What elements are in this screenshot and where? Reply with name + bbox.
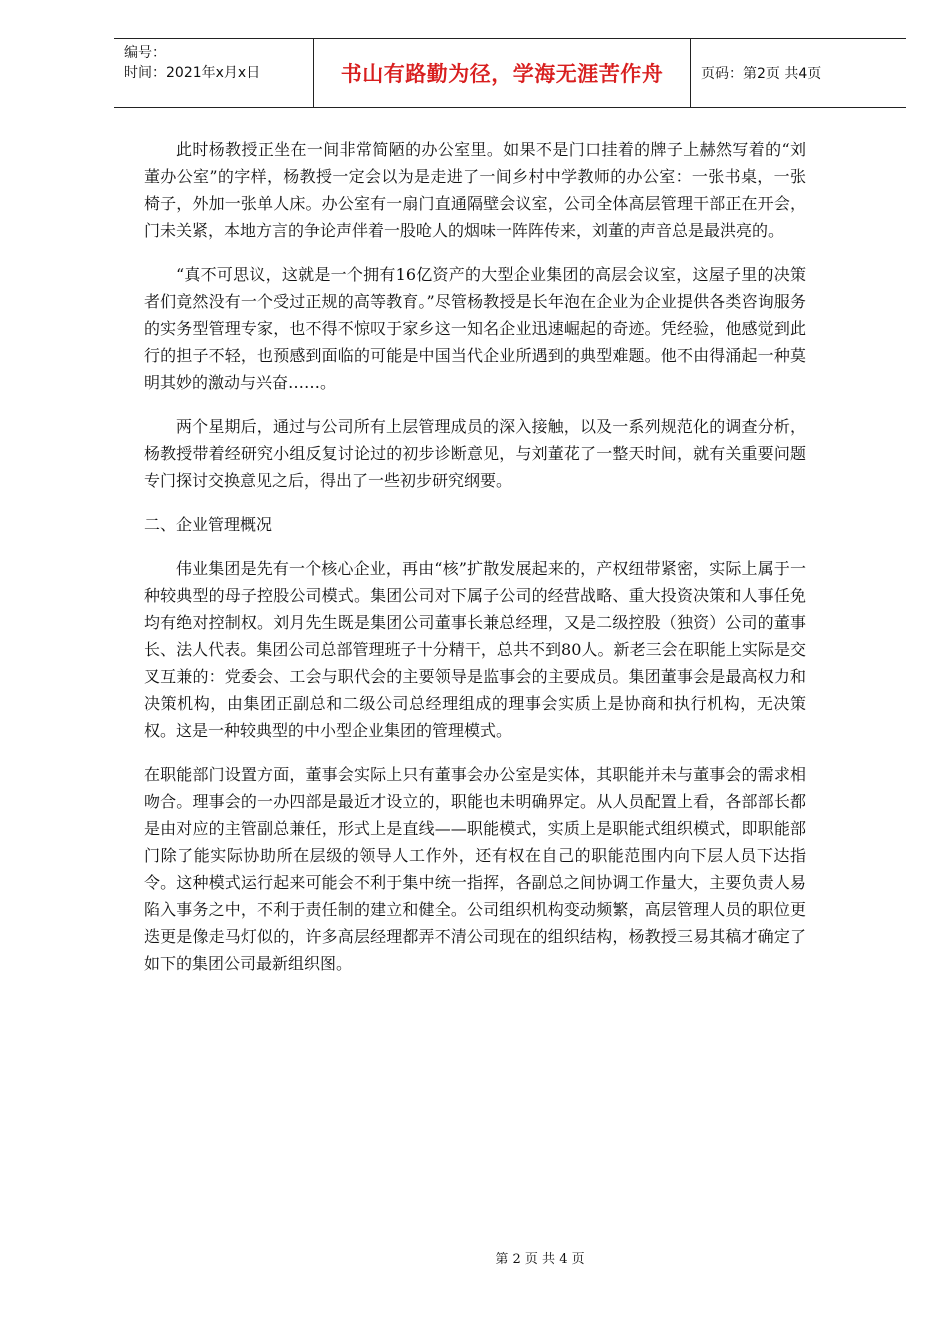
paragraph-3: 两个星期后，通过与公司所有上层管理成员的深入接触，以及一系列规范化的调查分析，杨教授带着经研究小组反复讨论过的初步诊断意见，与刘董花了一整天时间，就有关重要问题专门探讨交换意见之后，得出了一些初步研究纲要。 <box>144 417 806 490</box>
header-meta <box>114 39 314 107</box>
page-header <box>114 38 906 108</box>
page-footer: 第 2 页 共 4 页 <box>495 1252 585 1267</box>
document-body <box>144 136 806 994</box>
header-page-label: 页码：第2页 共4页 <box>701 66 822 82</box>
paragraph-1: 此时杨教授正坐在一间非常简陋的办公室里。如果不是门口挂着的牌子上赫然写着的“刘董办公室”的字样，杨教授一定会以为是走进了一间乡村中学教师的办公室：一张书桌，一张椅子，外加一张单人床。办公室有一扇门直通隔壁会议室，公司全体高层管理干部正在开会，门未关紧，本地方言的争论声伴着一股呛人的烟味一阵阵传来，刘董的声音总是最洪亮的。 <box>144 140 806 240</box>
document-number-label: 编号： <box>124 45 166 61</box>
paragraph-2: “真不可思议，这就是一个拥有16亿资产的大型企业集团的高层会议室，这屋子里的决策者们竟然没有一个受过正规的高等教育。”尽管杨教授是长年泡在企业为企业提供各类咨询服务的实务型管理专家，也不得不惊叹于家乡这一知名企业迅速崛起的奇迹。凭经验，他感觉到此行的担子不轻，也预感到面临的可能是中国当代企业所遇到的典型难题。他不由得涌起一种莫明其妙的激动与兴奋……。 <box>144 265 806 392</box>
document-time-label: 时间：2021年x月x日 <box>124 65 261 81</box>
section-heading: 二、企业管理概况 <box>144 515 273 534</box>
paragraph-5: 在职能部门设置方面，董事会实际上只有董事会办公室是实体，其职能并未与董事会的需求相吻合。理事会的一办四部是最近才设立的，职能也未明确界定。从人员配置上看，各部部长都是由对应的主管副总兼任，形式上是直线——职能模式，实质上是职能式组织模式，即职能部门除了能实际协助所在层级的领导人工作外，还有权在自己的职能范围内向下层人员下达指令。这种模式运行起来可能会不利于集中统一指挥，各副总之间协调工作量大，主要负责人易陷入事务之中，不利于责任制的建立和健全。公司组织机构变动频繁，高层管理人员的职位更迭更是像走马灯似的，许多高层经理都弄不清公司现在的组织结构，杨教授三易其稿才确定了如下的集团公司最新组织图。 <box>144 765 806 973</box>
header-motto: 书山有路勤为径，学海无涯苦作舟 <box>314 39 691 107</box>
paragraph-4: 伟业集团是先有一个核心企业，再由“核”扩散发展起来的，产权纽带紧密，实际上属于一种较典型的母子控股公司模式。集团公司对下属子公司的经营战略、重大投资决策和人事任免均有绝对控制权。刘月先生既是集团公司董事长兼总经理，又是二级控股（独资）公司的董事长、法人代表。集团公司总部管理班子十分精干，总共不到80人。新老三会在职能上实际是交叉互兼的：党委会、工会与职代会的主要领导是监事会的主要成员。集团董事会是最高权力和决策机构，由集团正副总和二级公司总经理组成的理事会实质上是协商和执行机构，无决策权。这是一种较典型的中小型企业集团的管理模式。 <box>144 559 806 740</box>
